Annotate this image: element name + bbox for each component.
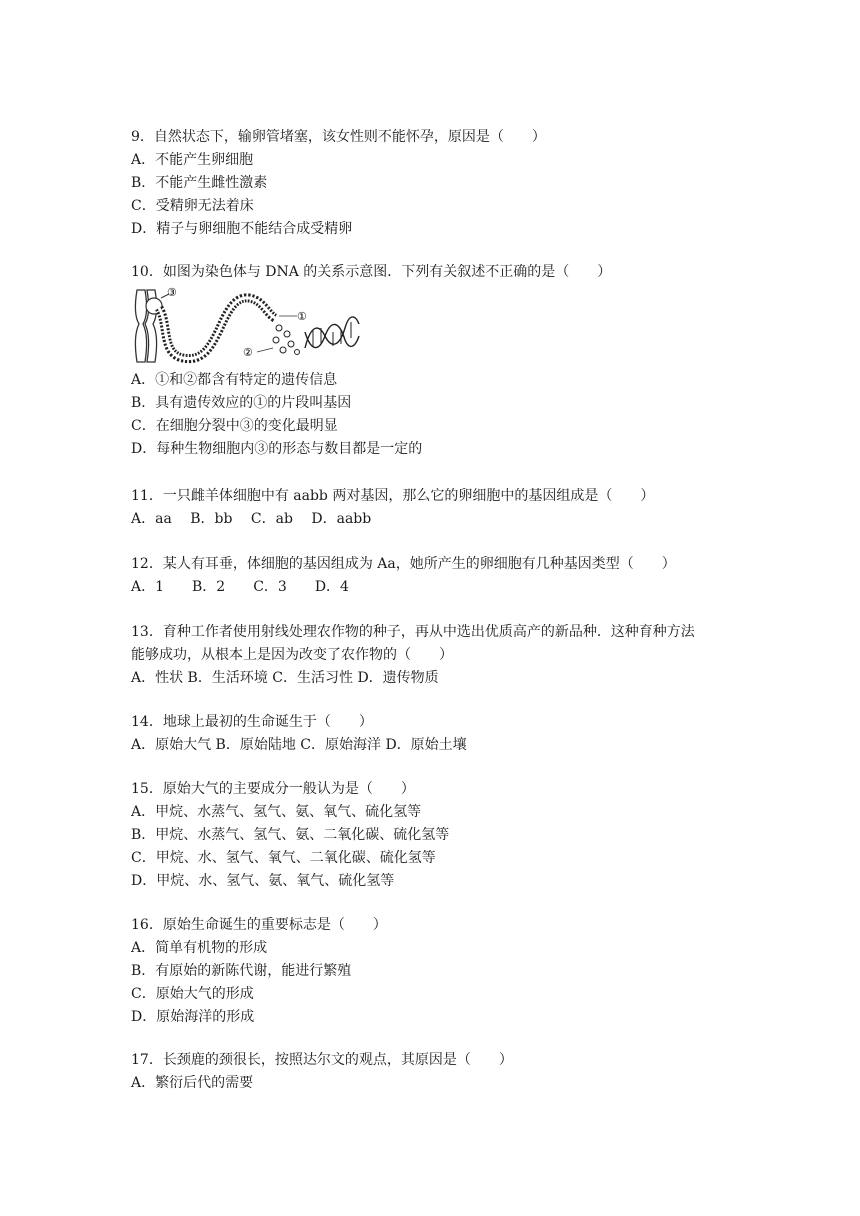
option-a: A．①和②都含有特定的遗传信息 [131, 372, 338, 388]
option-c: C．甲烷、水、氢气、氧气、二氧化碳、硫化氢等 [131, 850, 436, 866]
dna-helix [305, 317, 359, 348]
question-stem: 16．原始生命诞生的重要标志是（ ） [131, 917, 387, 933]
question-14 [131, 711, 771, 757]
question-10 [131, 261, 771, 461]
option-c: C．原始大气的形成 [131, 986, 254, 1002]
option-d: D．每种生物细胞内③的形态与数目都是一定的 [131, 441, 423, 457]
option-d: D．甲烷、水、氢气、氨、氧气、硫化氢等 [131, 873, 395, 889]
chromatin-coil [159, 298, 275, 359]
option-a: A．甲烷、水蒸气、氢气、氨、氧气、硫化氢等 [131, 804, 422, 820]
protein-beads [273, 325, 300, 355]
question-stem: 9．自然状态下，输卵管堵塞，该女性则不能怀孕，原因是（ ） [131, 129, 546, 145]
option-d: D．原始海洋的形成 [131, 1009, 255, 1025]
question-15 [131, 778, 771, 893]
options-line: A．aa B．bb C．ab D．aabb [131, 511, 372, 527]
question-12 [131, 553, 771, 599]
option-a: A．不能产生卵细胞 [131, 152, 254, 168]
label-2: ② [243, 346, 253, 359]
option-b: B．有原始的新陈代谢，能进行繁殖 [131, 963, 352, 979]
option-c: C．受精卵无法着床 [131, 198, 254, 214]
option-b: B．不能产生雌性激素 [131, 175, 268, 191]
question-stem: 13．育种工作者使用射线处理农作物的种子，再从中选出优质高产的新品种．这种育种方法 [131, 624, 695, 640]
option-a: A．繁衍后代的需要 [131, 1075, 254, 1091]
question-13 [131, 621, 771, 690]
label-3: ③ [167, 286, 177, 299]
question-stem-continued: 能够成功，从根本上是因为改变了农作物的（ ） [131, 647, 453, 663]
options-line: A．性状 B．生活环境 C．生活习性 D．遗传物质 [131, 670, 439, 686]
question-11 [131, 485, 771, 531]
question-stem: 14．地球上最初的生命诞生于（ ） [131, 714, 373, 730]
label-1: ① [297, 310, 307, 323]
question-stem: 10．如图为染色体与 DNA 的关系示意图．下列有关叙述不正确的是（ ） [131, 264, 612, 280]
question-stem: 11．一只雌羊体细胞中有 aabb 两对基因，那么它的卵细胞中的基因组成是（ ） [131, 488, 655, 504]
option-b: B．具有遗传效应的①的片段叫基因 [131, 395, 352, 411]
question-9 [131, 126, 771, 241]
option-d: D．精子与卵细胞不能结合成受精卵 [131, 221, 353, 237]
options-line: A．原始大气 B．原始陆地 C．原始海洋 D．原始土壤 [131, 737, 467, 753]
option-c: C．在细胞分裂中③的变化最明显 [131, 418, 338, 434]
question-stem: 15．原始大气的主要成分一般认为是（ ） [131, 781, 415, 797]
option-a: A．简单有机物的形成 [131, 940, 268, 956]
option-b: B．甲烷、水蒸气、氢气、氨、二氧化碳、硫化氢等 [131, 827, 450, 843]
chromosome-dna-diagram [129, 284, 369, 366]
chromosome-dna-figure [131, 284, 771, 366]
question-17 [131, 1049, 771, 1095]
question-stem: 17．长颈鹿的颈很长，按照达尔文的观点，其原因是（ ） [131, 1052, 513, 1068]
question-stem: 12．某人有耳垂，体细胞的基因组成为 Aa，她所产生的卵细胞有几种基因类型（ ） [131, 556, 676, 572]
options-line: A．1 B．2 C．3 D．4 [131, 579, 349, 595]
question-16 [131, 914, 771, 1029]
